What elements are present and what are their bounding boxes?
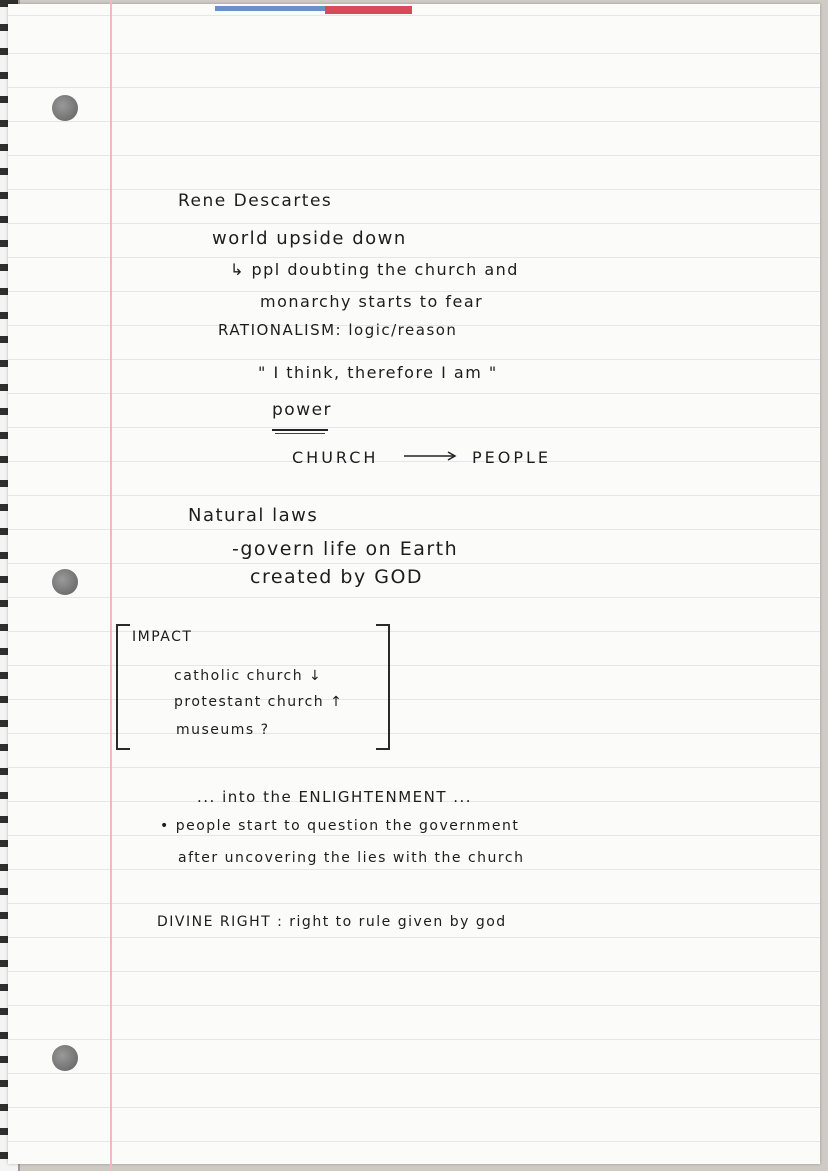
impact-item: protestant church ↑ xyxy=(174,694,344,710)
impact-bracket-right xyxy=(376,624,390,750)
church-label: CHURCH xyxy=(292,448,379,467)
punch-hole xyxy=(52,569,78,595)
top-tab-blue xyxy=(215,6,325,11)
note-line: world upside down xyxy=(212,228,407,249)
margin-line xyxy=(110,0,112,1171)
people-label: PEOPLE xyxy=(472,448,552,467)
impact-title: IMPACT xyxy=(132,629,193,645)
note-line: after uncovering the lies with the church xyxy=(178,850,525,866)
note-line: DIVINE RIGHT : right to rule given by god xyxy=(157,914,507,930)
note-line: RATIONALISM: logic/reason xyxy=(218,321,458,339)
impact-item: catholic church ↓ xyxy=(174,668,323,684)
right-arrow-icon xyxy=(402,449,462,463)
power-label: power xyxy=(272,400,333,420)
impact-item: museums ? xyxy=(176,722,270,738)
quote: " I think, therefore I am " xyxy=(258,363,498,382)
impact-bracket-left xyxy=(116,624,130,750)
power-underline xyxy=(272,429,328,431)
note-line: ↳ ppl doubting the church and xyxy=(230,260,519,279)
note-line: monarchy starts to fear xyxy=(260,292,484,311)
top-tab-red xyxy=(325,6,412,14)
heading-name: Rene Descartes xyxy=(178,191,333,211)
power-underline xyxy=(275,433,325,434)
punch-hole xyxy=(52,95,78,121)
note-line: • people start to question the government xyxy=(160,818,520,834)
note-line: -govern life on Earth xyxy=(232,538,459,560)
note-line: created by GOD xyxy=(250,566,424,588)
heading-natural-laws: Natural laws xyxy=(188,505,319,526)
punch-hole xyxy=(52,1045,78,1071)
note-line: ... into the ENLIGHTENMENT ... xyxy=(197,788,473,806)
